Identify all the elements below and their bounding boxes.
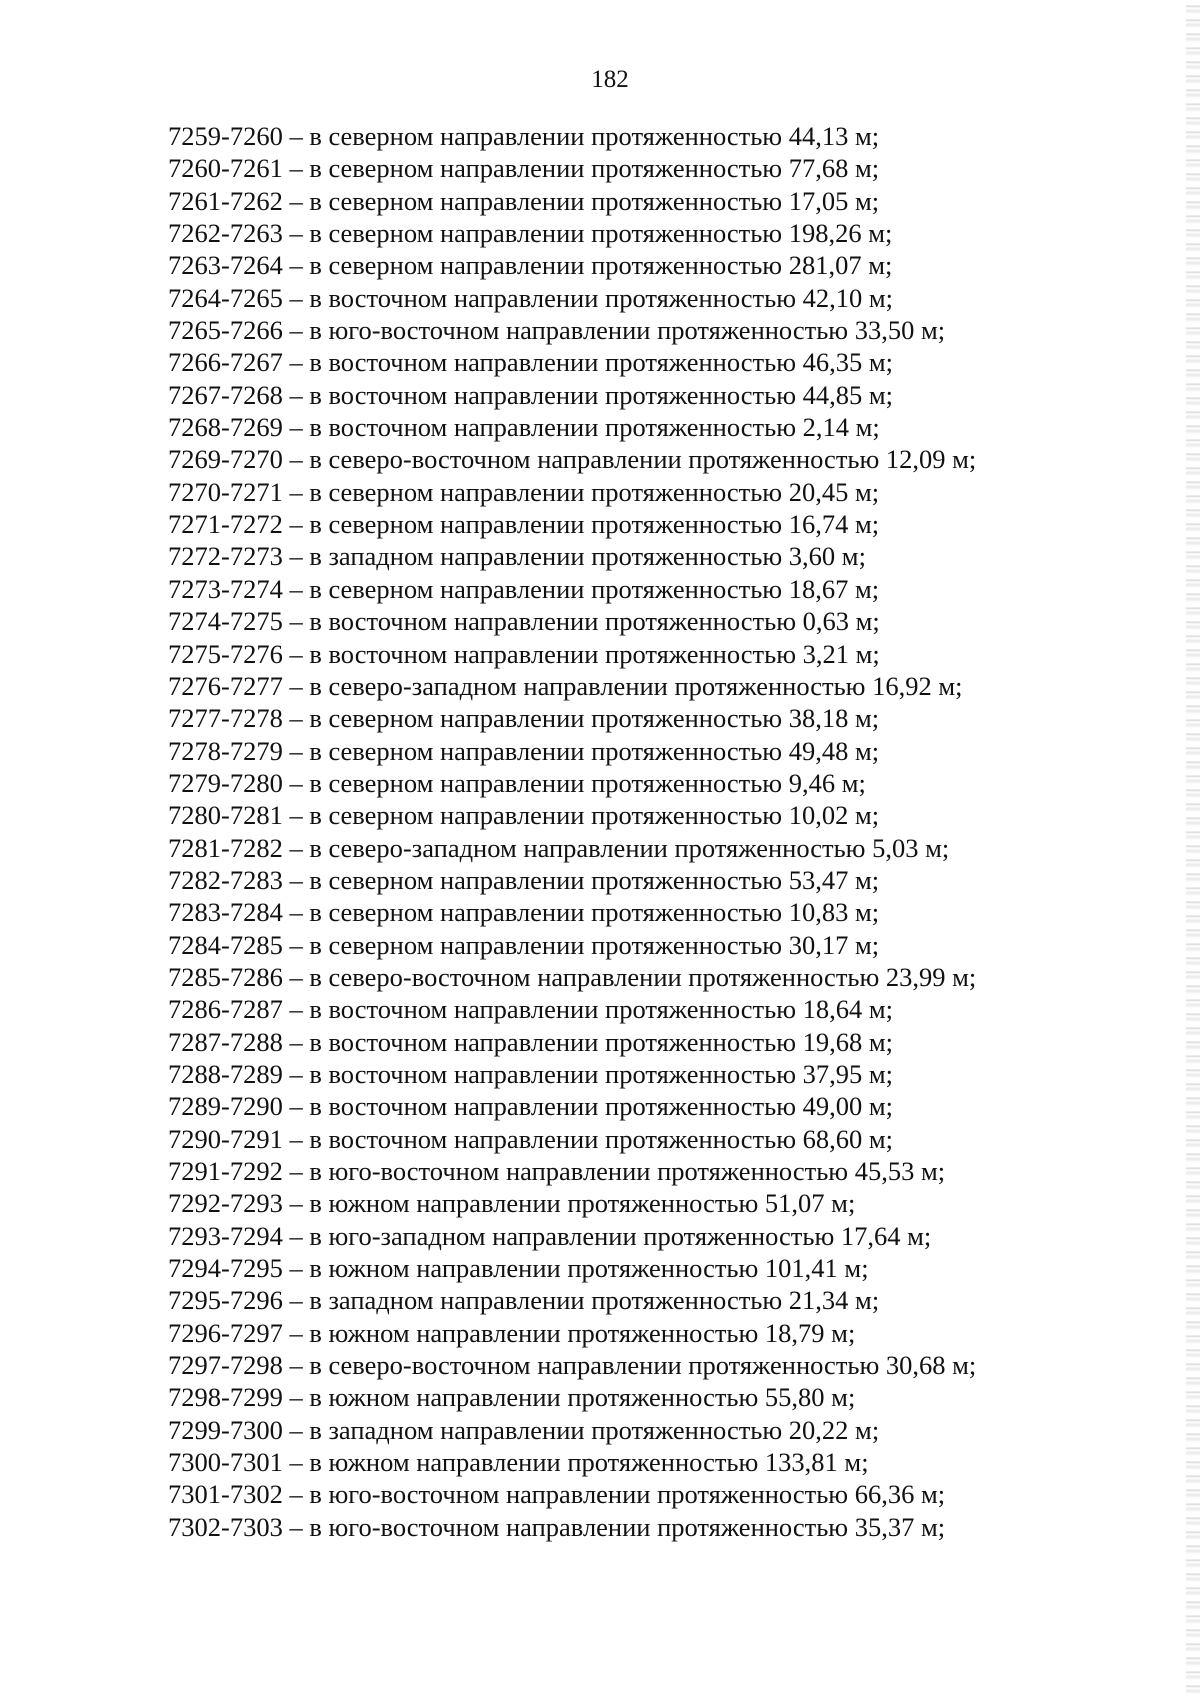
boundary-segment-line: 7300-7301 – в южном направлении протяженностью 133,81 м;: [168, 1447, 869, 1478]
boundary-segment-line: 7294-7295 – в южном направлении протяженностью 101,41 м;: [168, 1253, 869, 1284]
boundary-segment-line: 7264-7265 – в восточном направлении протяженностью 42,10 м;: [168, 282, 893, 313]
boundary-segment-line: 7272-7273 – в западном направлении протяженностью 3,60 м;: [168, 541, 866, 572]
boundary-segment-line: 7296-7297 – в южном направлении протяженностью 18,79 м;: [168, 1317, 856, 1348]
boundary-segment-line: 7260-7261 – в северном направлении протяженностью 77,68 м;: [168, 153, 880, 184]
boundary-segment-line: 7298-7299 – в южном направлении протяженностью 55,80 м;: [168, 1382, 856, 1413]
boundary-segment-line: 7275-7276 – в восточном направлении протяженностью 3,21 м;: [168, 638, 880, 669]
boundary-segment-list: [168, 120, 976, 1543]
boundary-segment-line: 7290-7291 – в восточном направлении протяженностью 68,60 м;: [168, 1123, 893, 1154]
boundary-segment-line: 7270-7271 – в северном направлении протяженностью 20,45 м;: [168, 476, 880, 507]
boundary-segment-line: 7268-7269 – в восточном направлении протяженностью 2,14 м;: [168, 412, 880, 443]
boundary-segment-line: 7301-7302 – в юго-восточном направлении протяженностью 66,36 м;: [168, 1479, 946, 1510]
boundary-segment-line: 7288-7289 – в восточном направлении протяженностью 37,95 м;: [168, 1058, 893, 1089]
boundary-segment-line: 7292-7293 – в южном направлении протяженностью 51,07 м;: [168, 1188, 856, 1219]
boundary-segment-line: 7295-7296 – в западном направлении протяженностью 21,34 м;: [168, 1285, 880, 1316]
boundary-segment-line: 7297-7298 – в северо-восточном направлении протяженностью 30,68 м;: [168, 1350, 977, 1381]
boundary-segment-line: 7289-7290 – в восточном направлении протяженностью 49,00 м;: [168, 1091, 893, 1122]
boundary-segment-line: 7277-7278 – в северном направлении протяженностью 38,18 м;: [168, 703, 880, 734]
boundary-segment-line: 7302-7303 – в юго-восточном направлении протяженностью 35,37 м;: [168, 1511, 946, 1542]
boundary-segment-line: 7284-7285 – в северном направлении протяженностью 30,17 м;: [168, 929, 880, 960]
boundary-segment-line: 7267-7268 – в восточном направлении протяженностью 44,85 м;: [168, 379, 893, 410]
boundary-segment-line: 7283-7284 – в северном направлении протяженностью 10,83 м;: [168, 897, 880, 928]
boundary-segment-line: 7265-7266 – в юго-восточном направлении протяженностью 33,50 м;: [168, 315, 946, 346]
boundary-segment-line: 7273-7274 – в северном направлении протяженностью 18,67 м;: [168, 573, 880, 604]
boundary-segment-line: 7262-7263 – в северном направлении протяженностью 198,26 м;: [168, 218, 893, 249]
boundary-segment-line: 7280-7281 – в северном направлении протяженностью 10,02 м;: [168, 800, 880, 831]
boundary-segment-line: 7261-7262 – в северном направлении протяженностью 17,05 м;: [168, 185, 880, 216]
boundary-segment-line: 7286-7287 – в восточном направлении протяженностью 18,64 м;: [168, 994, 893, 1025]
boundary-segment-line: 7269-7270 – в северо-восточном направлении протяженностью 12,09 м;: [168, 444, 977, 475]
boundary-segment-line: 7293-7294 – в юго-западном направлении протяженностью 17,64 м;: [168, 1220, 932, 1251]
boundary-segment-line: 7291-7292 – в юго-восточном направлении протяженностью 45,53 м;: [168, 1156, 946, 1186]
boundary-segment-line: 7299-7300 – в западном направлении протяженностью 20,22 м;: [168, 1414, 880, 1445]
boundary-segment-line: 7271-7272 – в северном направлении протяженностью 16,74 м;: [168, 509, 880, 540]
boundary-segment-line: 7279-7280 – в северном направлении протяженностью 9,46 м;: [168, 767, 866, 798]
boundary-segment-line: 7285-7286 – в северо-восточном направлении протяженностью 23,99 м;: [168, 961, 977, 992]
boundary-segment-line: 7278-7279 – в северном направлении протяженностью 49,48 м;: [168, 735, 880, 766]
boundary-segment-line: 7259-7260 – в северном направлении протяженностью 44,13 м;: [168, 121, 880, 151]
scan-edge-artifact: [1186, 0, 1200, 1696]
boundary-segment-line: 7276-7277 – в северо-западном направлении протяженностью 16,92 м;: [168, 670, 963, 701]
boundary-segment-line: 7287-7288 – в восточном направлении протяженностью 19,68 м;: [168, 1026, 893, 1057]
page-number: 182: [591, 66, 629, 93]
boundary-segment-line: 7263-7264 – в северном направлении протяженностью 281,07 м;: [168, 250, 893, 281]
boundary-segment-line: 7274-7275 – в восточном направлении протяженностью 0,63 м;: [168, 606, 880, 637]
boundary-segment-line: 7266-7267 – в восточном направлении протяженностью 46,35 м;: [168, 347, 893, 378]
boundary-segment-line: 7281-7282 – в северо-западном направлении протяженностью 5,03 м;: [168, 832, 950, 863]
boundary-segment-line: 7282-7283 – в северном направлении протяженностью 53,47 м;: [168, 864, 880, 895]
